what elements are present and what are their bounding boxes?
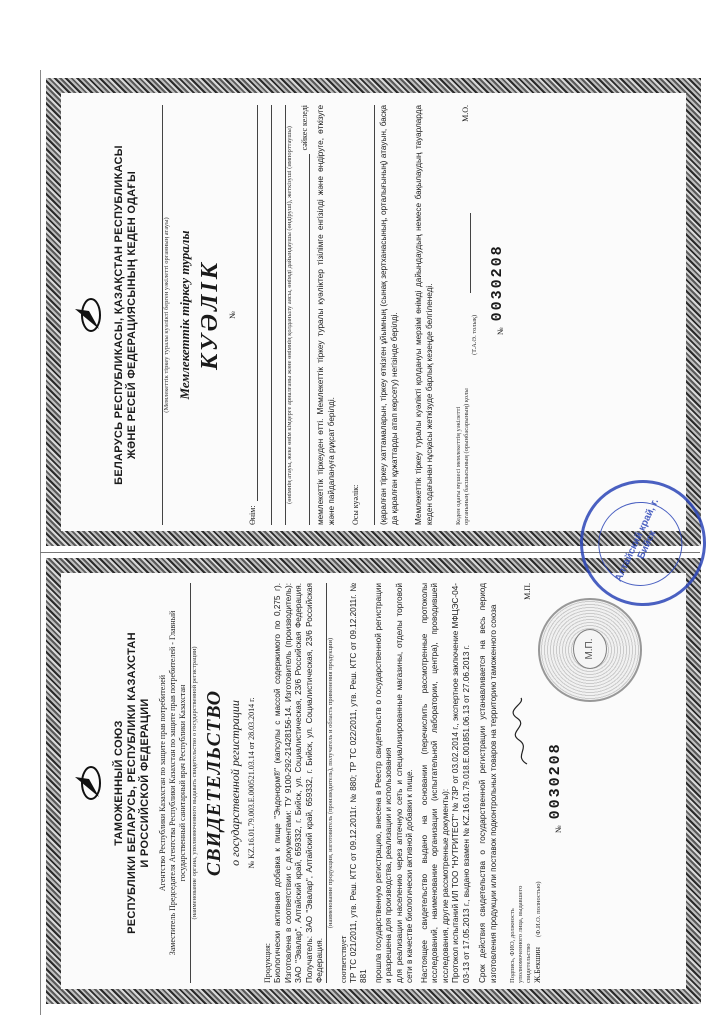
grey-emblem-stamp (538, 598, 642, 702)
product-rule (248, 105, 258, 501)
product-label: Өнім: (248, 505, 257, 525)
blue-stamp-text: Алтайский край, г. Бийск (613, 497, 662, 584)
signer-name-note: (Ф.И.О. полностью) (535, 881, 542, 938)
signature-row (509, 583, 533, 983)
registration-number: № KZ.16.01.79.003.Е.000521.03.14 (247, 751, 256, 869)
signer-name: Ж.Бекшин (533, 947, 542, 983)
grounds-label: Осы куәлік: (351, 484, 360, 525)
registration-date: 28.03.2014 г. (247, 697, 256, 740)
kazakh-certificate-panel (46, 78, 701, 546)
stamp-mp-label: М.П. (573, 629, 607, 669)
union-line-1: ТАМОЖЕННЫЙ СОЮЗ (113, 720, 125, 846)
country-line-1: БЕЛАРУСЬ РЕСПУБЛИКАСЫ, ҚАЗАҚСТАН РЕСПУБЛИКАСЫ (113, 145, 125, 485)
union-line-3: И РОССИЙСКОЙ ФЕДЕРАЦИИ (139, 698, 151, 868)
deputy-title: Заместитель Председателя Агентства Республики Казахстан по защите прав потребителей - Главный государственный санитарный врач Республики Казахстан (168, 610, 187, 956)
usage-text: для реализации населению через аптечную сеть и специализированные магазины, отделы торговой сети в качестве биологически активной добавки к пище. (394, 583, 414, 983)
signature-rule (461, 213, 471, 293)
serial-prefix: № (496, 327, 505, 335)
serial-number: 0030208 (547, 742, 564, 820)
serial-prefix: № (554, 825, 563, 833)
product-label: Продукция: (263, 943, 272, 983)
signer-name-note: (Т.А.Ә. толық) (471, 314, 478, 355)
union-line-2: РЕСПУБЛИКИ БЕЛАРУСЬ, РЕСПУБЛИКИ КАЗАХСТАН (126, 632, 138, 934)
handwritten-signature (511, 696, 533, 766)
authority-rule (153, 105, 163, 525)
compliance-row (300, 105, 310, 525)
product-rule-3 (276, 105, 286, 525)
product-row (248, 105, 258, 525)
agency-note: (наименование органа, уполномоченного выдавать свидетельство о государственной регистрации) (190, 583, 199, 983)
serial-row (489, 105, 506, 335)
product-note: (наименование продукции, изготовитель (производитель), получатель и область применения продукции) (326, 583, 335, 983)
serial-number: 0030208 (489, 244, 506, 322)
page-edge-line (40, 70, 41, 1015)
country-line-2: ЖӘНЕ РЕСЕЙ ФЕДЕРАЦИЯСЫНЫҢ КЕДЕН ОДАҒЫ (126, 170, 138, 460)
product-text: Биологически активная добавка к пище "Эндонорм®" (капсулы с массой содержимого по 0,275 г). Изготовлена в соответствии с документами: ТУ 9100-292-21428156-14. Изготовитель (производитель): ЗАО "Эвалар", Алтайский край, 659332, г. Бийск, ул. Социалистическая, 23/6 Российская Федерация. Получатель: ЗАО "Эвалар", Алтайский край, 659332, г. Бийск, ул. Социалистическая, 23/6 Российская Федерация. (273, 583, 324, 983)
product-rule-2 (262, 105, 272, 525)
grounds-text: Настоящее свидетельство выдано на основании (перечислить рассмотренные протоколы исследований, наименование организации (испытательной лаборатории, центра), проводившей исследования, другие рассмотренные документы): (419, 583, 450, 983)
grounds-rule (365, 105, 375, 525)
signer-label: Кеден одағы мүшесі мемлекеттің уәкілетті органының басшысының (орынбасарының) қолы (455, 388, 470, 525)
compliance-text: мемлекеттік тіркеуден өтті. Мемлекеттік тіркеу туралы куәліктер тізілімге енгізілді және өндіруге, өткізуге және пайдалануға рұқсат берілді. (316, 105, 336, 525)
document-title: СВИДЕТЕЛЬСТВО (203, 689, 225, 877)
signer-label: Подпись, ФИО, должность уполномоченного лица, выдавшего свидетельство (509, 885, 532, 983)
document-title: КУӘЛІК (197, 259, 223, 371)
product-note: (өнімнің атауы, жеке өнім кімдерге арналғаны және өнімнің қолданылу аясы, өнімді дайындаушы (өндіруші), жеткізуші (импорттаушы) (286, 126, 293, 504)
grounds-note: (қаралған тіркеу хаттамаларын, тіркеу өткізген ұйымның (сынақ зертханасының, орталығының) атауын, басқа да қаралған құжаттарды атап көрсету) негізінде берілді. (379, 105, 399, 525)
registration-number-row (247, 583, 257, 983)
title-subtitle: Мемлекеттік тіркеу туралы (177, 230, 192, 400)
compliance-label: соответствует (338, 935, 348, 983)
registration-date-prefix: от (247, 741, 256, 750)
compliance-label: сәйкес келеді (300, 105, 309, 151)
title-subtitle: о государственной регистрации (228, 700, 242, 866)
customs-union-logo-icon (69, 763, 109, 803)
number-label: № (228, 311, 237, 319)
customs-union-logo-icon (69, 295, 109, 335)
validity-text: Срок действия свидетельства о государственной регистрации устанавливается на весь период изготовления продукции или поставок подконтрольных товаров на территорию таможенного союза (478, 583, 498, 983)
validity-text: Мемлекеттік тіркеу туралы куәлікті қолдануы мерзімі өнімді дайындаудың немесе бақылаудың тауарларда кеден одағынан нұсқасы жеткізуде барлық кезеңде белгіленеді. (414, 105, 434, 525)
mp-label: М.П. (523, 583, 532, 600)
compliance-rule (300, 154, 310, 525)
registration-text: прошла государственную регистрацию, внесена в Реестр свидетельств о государственной регистрации и разрешена для производства, реализации и использования (373, 583, 393, 983)
compliance-text: ТР ТС 021/2011, утв. Реш. КТС от 09.12.2011г. № 880; ТР ТС 022/2011, утв. Реш. КТС от 09.12.2011г. № 881 (348, 583, 368, 983)
agency-name: Агентство Республики Казахстан по защите прав потребителей (158, 674, 167, 892)
authority-note: (Мемлекеттік тіркеу туралы куәлікті берген уәкілетті органның атауы) (163, 217, 170, 413)
kazakh-certificate-content (69, 105, 679, 525)
signature-row (455, 105, 471, 525)
mp-label: М.О. (461, 105, 470, 122)
protocol-text: Протокол испытаний ИЛ ТОО "НУТРИТЕСТ" № 73Р от 03.02.2014 г., экспертное заключение МФЦЭС-04-03-13 от 17.05.2013 г., выдано взамен № KZ.16.01.79.018.Е.001851.06.13 от 27.06.2013 г. (451, 583, 471, 983)
